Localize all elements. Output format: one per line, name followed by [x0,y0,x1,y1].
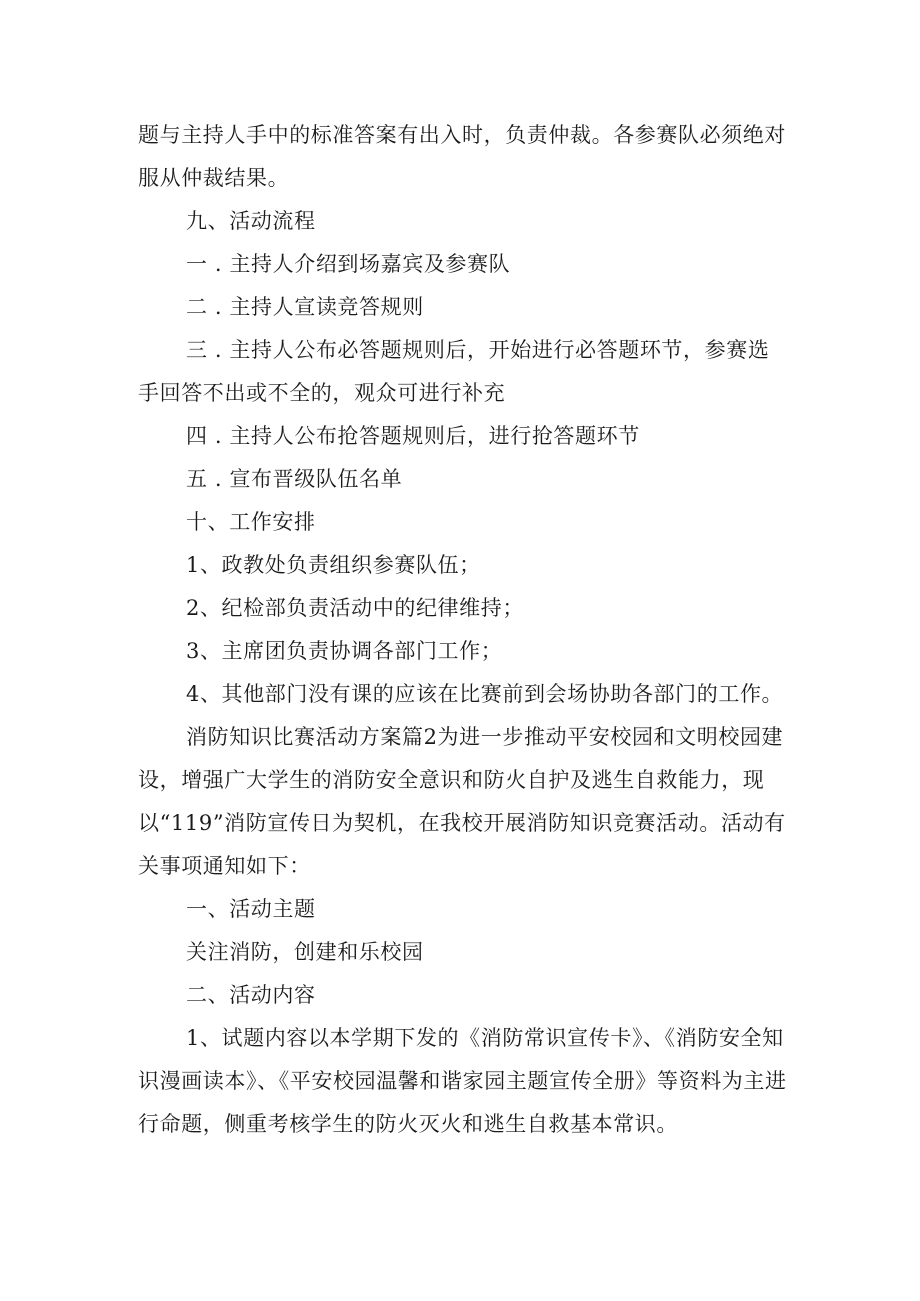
process-step-4: 四 . 主持人公布抢答题规则后，进行抢答题环节 [186,424,640,448]
work-item-4: 4、其他部门没有课的应该在比赛前到会场协助各部门的工作。 [186,682,784,706]
heading-work-arrangement: 十、工作安排 [186,510,316,534]
activity-content-item-1: 1、试题内容以本学期下发的《消防常识宣传卡》、《消防安全知识漫画读本》、《平安校园温馨和谐家园主题宣传全册》等资料为主进行命题，侧重考核学生的防火灭火和逃生自救基本常识。 [138,1026,787,1136]
paragraph-arbitration: 题与主持人手中的标准答案有出入时，负责仲裁。各参赛队必须绝对服从仲裁结果。 [138,123,786,190]
activity-theme-text: 关注消防，创建和乐校园 [186,940,424,964]
work-item-3: 3、主席团负责协调各部门工作； [186,639,503,663]
work-item-1: 1、政教处负责组织参赛队伍； [186,553,481,577]
heading-activity-process: 九、活动流程 [186,209,316,233]
process-step-2: 二 . 主持人宣读竞答规则 [186,295,424,319]
document-body [138,114,788,1146]
process-step-5: 五 . 宣布晋级队伍名单 [186,467,403,491]
process-step-1: 一 . 主持人介绍到场嘉宾及参赛队 [186,252,511,276]
heading-activity-content: 二、活动内容 [186,983,316,1007]
paragraph-plan-2-intro: 消防知识比赛活动方案篇2为进一步推动平安校园和文明校园建设，增强广大学生的消防安全意识和防火自护及逃生自救能力，现以“119”消防宣传日为契机，在我校开展消防知识竞赛活动。活动有关事项通知如下： [138,725,786,878]
heading-activity-theme: 一、活动主题 [186,897,316,921]
work-item-2: 2、纪检部负责活动中的纪律维持； [186,596,524,620]
process-step-3: 三 . 主持人公布必答题规则后，开始进行必答题环节，参赛选手回答不出或不全的，观众可进行补充 [138,338,770,405]
